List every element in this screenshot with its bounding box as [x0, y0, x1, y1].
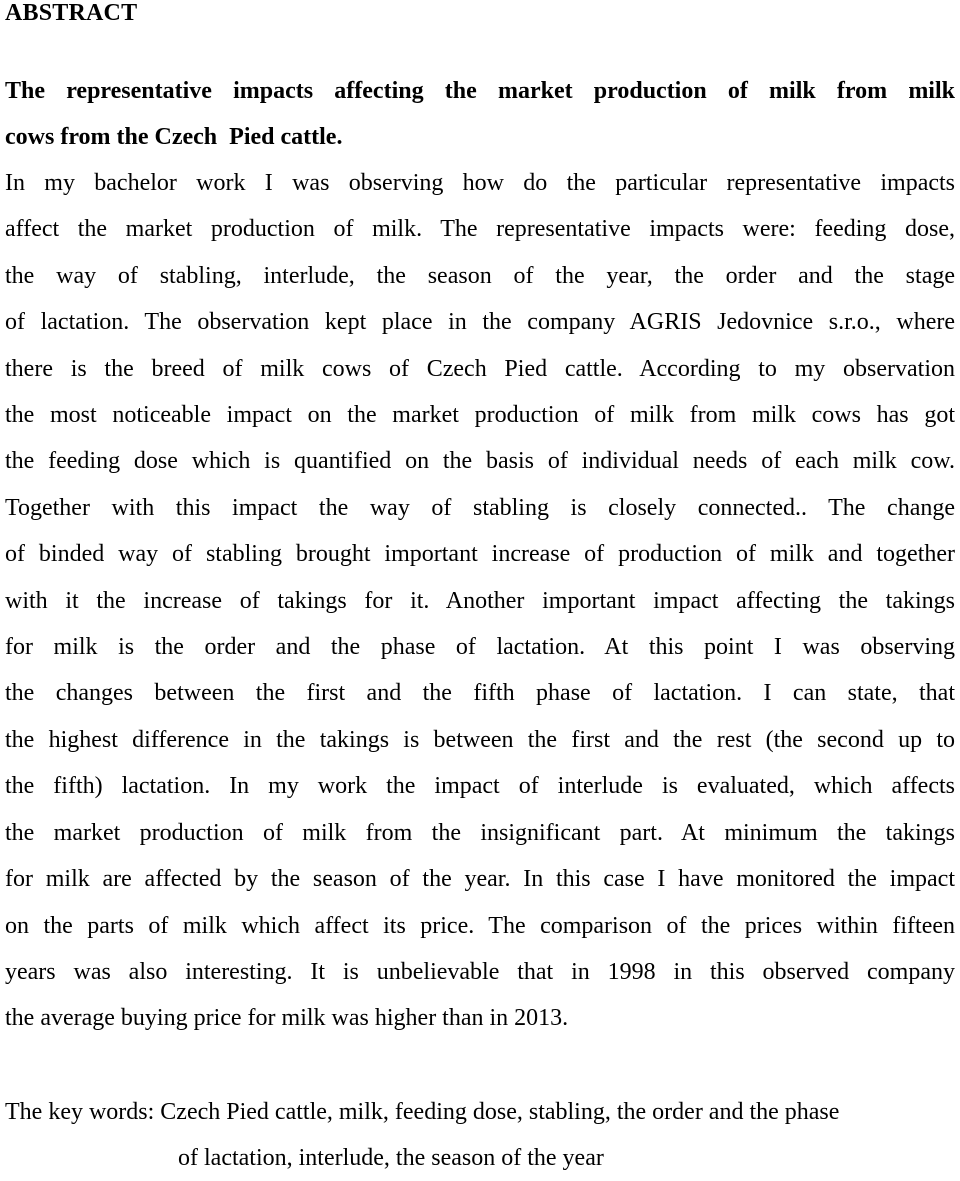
body-line: the fifth) lactation. In my work the impact of interlude is evaluated, which affects — [5, 773, 955, 800]
title-line-2: cows from the Czech Pied cattle. — [5, 124, 343, 150]
body-line: the most noticeable impact on the market production of milk from milk cows has got — [5, 402, 955, 429]
body-line: of binded way of stabling brought important increase of production of milk and together — [5, 541, 955, 568]
body-line: affect the market production of milk. The representative impacts were: feeding dose, — [5, 216, 955, 243]
keywords — [5, 1089, 955, 1181]
keywords-line-2: of lactation, interlude, the season of the year — [178, 1145, 604, 1171]
body-line: on the parts of milk which affect its price. The comparison of the prices within fifteen — [5, 912, 955, 939]
body-line: for milk are affected by the season of the year. In this case I have monitored the impact — [5, 866, 955, 893]
body-line: the changes between the first and the fifth phase of lactation. I can state, that — [5, 680, 955, 707]
section-heading: ABSTRACT — [5, 0, 138, 26]
paper-title — [5, 68, 955, 160]
body-line: there is the breed of milk cows of Czech Pied cattle. According to my observation — [5, 355, 955, 382]
body-line: the highest difference in the takings is between the first and the rest (the second up to — [5, 726, 955, 753]
body-line: of lactation. The observation kept place in the company AGRIS Jedovnice s.r.o., where — [5, 309, 955, 336]
title-line-1: The representative impacts affecting the market production of milk from milk — [5, 78, 955, 104]
body-line: for milk is the order and the phase of lactation. At this point I was observing — [5, 634, 955, 661]
body-line: Together with this impact the way of stabling is closely connected.. The change — [5, 494, 955, 521]
body-line: the average buying price for milk was higher than in 2013. — [5, 1005, 569, 1032]
body-line: the market production of milk from the insignificant part. At minimum the takings — [5, 819, 955, 846]
body-line: In my bachelor work I was observing how do the particular representative impacts — [5, 170, 955, 196]
abstract-body — [5, 160, 955, 1042]
body-line: years was also interesting. It is unbelievable that in 1998 in this observed company — [5, 958, 955, 985]
keywords-line-1: The key words: Czech Pied cattle, milk, feeding dose, stabling, the order and the phase — [5, 1099, 840, 1125]
body-line: the feeding dose which is quantified on the basis of individual needs of each milk cow. — [5, 448, 955, 475]
body-line: the way of stabling, interlude, the season of the year, the order and the stage — [5, 262, 955, 289]
body-line: with it the increase of takings for it. Another important impact affecting the takings — [5, 587, 955, 614]
